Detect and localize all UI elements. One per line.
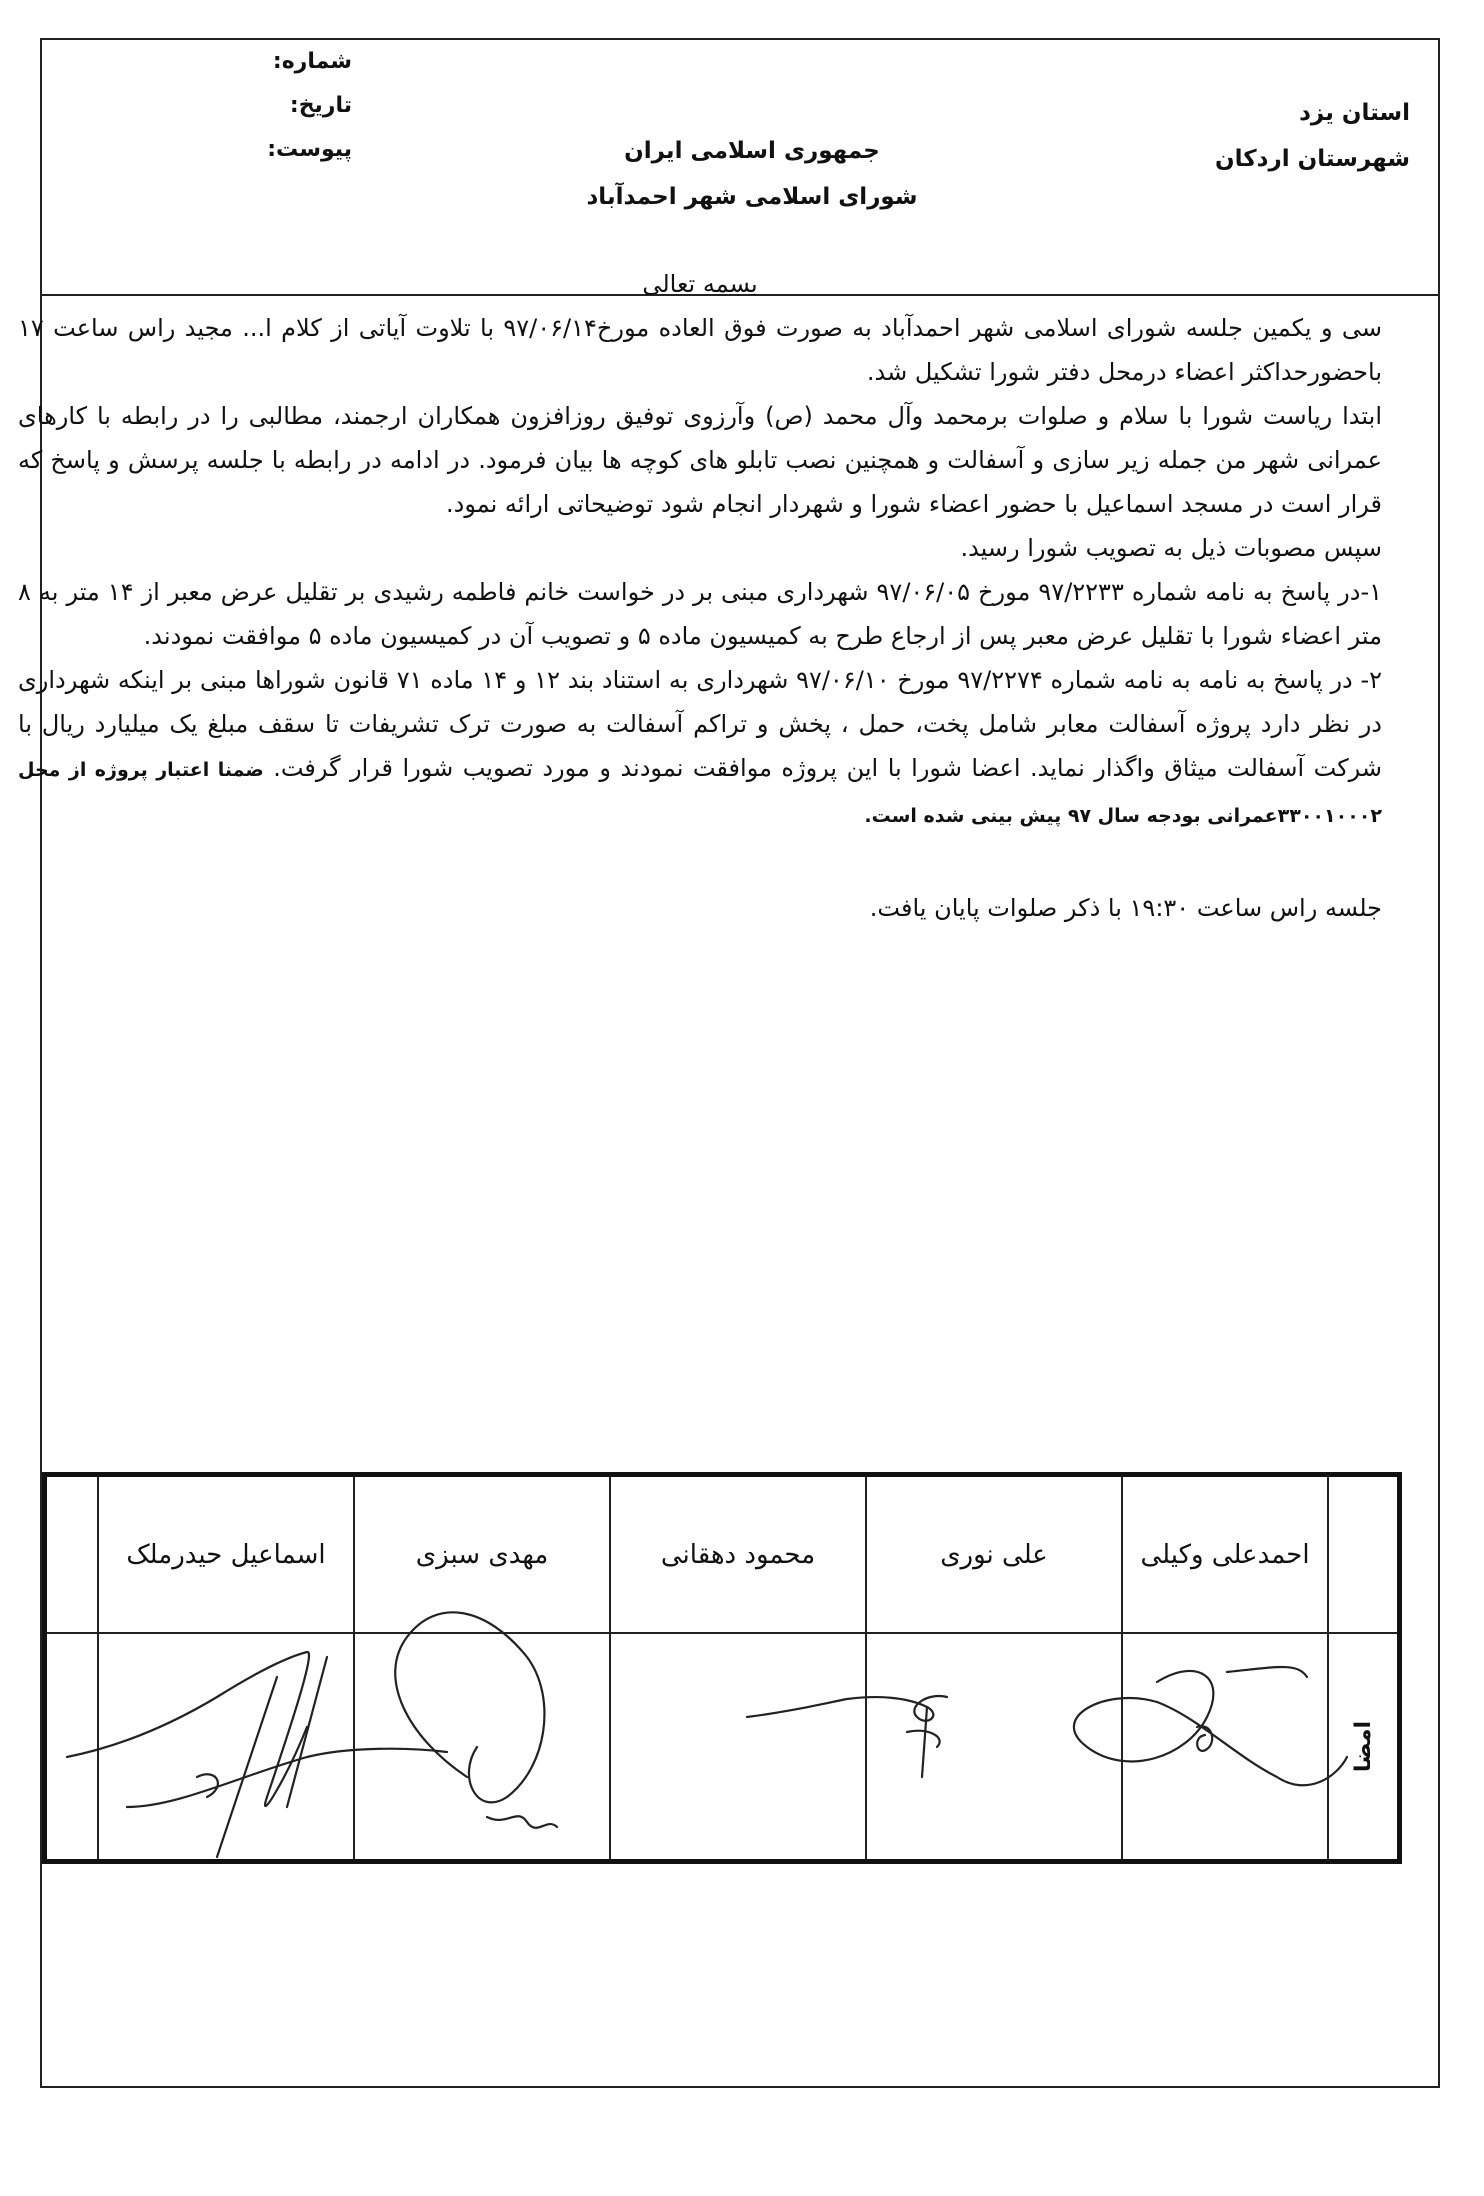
signature-cell-4 xyxy=(353,1634,609,1859)
bismillah-heading: بسمه تعالی xyxy=(642,270,758,298)
minutes-body xyxy=(18,262,1382,930)
signature-cell-1 xyxy=(1121,1634,1327,1859)
letterhead-location xyxy=(1215,90,1410,182)
member-name-2: علی نوری xyxy=(865,1477,1121,1632)
county-label: شهرستان اردکان xyxy=(1215,146,1410,172)
intro-paragraph: سی و یکمین جلسه شورای اسلامی شهر احمدآباد به صورت فوق العاده مورخ۹۷/۰۶/۱۴ با تلاوت آیاتی از کلام ا... مجید راس ساعت ۱۷ باحضورحداکثر اعضاء درمحل دفتر شورا تشکیل شد. xyxy=(18,314,1383,386)
approvals-intro: سپس مصوبات ذیل به تصویب شورا رسید. xyxy=(960,534,1382,562)
approval-item-2-text: ۲- در پاسخ به نامه به نامه شماره ۹۷/۲۲۷۴ مورخ ۹۷/۰۶/۱۰ شهرداری به استناد بند ۱۲ و ۱۴ ماده ۷۱ قانون شوراها مبنی بر اینکه شهرداری در نظر دارد پروژه آسفالت معابر شامل پخت، حمل ، پخش و تراکم آسفالت به صورت ترک تشریفات تا سقف مبلغ یک میلیارد ریال با شرکت آسفالت میثاق واگذار نماید. اعضا شورا با این پروژه موافقت نمودند و مورد تصویب شورا قرار گرفت. xyxy=(18,666,1383,782)
signature-names-row xyxy=(47,1477,1397,1632)
signature-marks-row xyxy=(47,1632,1397,1859)
province-label: استان یزد xyxy=(1299,100,1410,126)
letterhead xyxy=(42,40,1438,296)
sign-label: امضا xyxy=(1350,1720,1376,1773)
letterhead-title xyxy=(562,128,942,220)
sign-label-cell xyxy=(1327,1634,1397,1859)
closing-paragraph: جلسه راس ساعت ۱۹:۳۰ با ذکر صلوات پایان یافت. xyxy=(869,894,1382,922)
signature-cell-2 xyxy=(865,1634,1121,1859)
approval-item-2 xyxy=(18,658,1382,838)
member-name-3: محمود دهقانی xyxy=(609,1477,865,1632)
signature-cell-5 xyxy=(97,1634,353,1859)
letterhead-reference-fields xyxy=(192,40,352,172)
number-field-label: شماره: xyxy=(272,49,352,74)
spacer xyxy=(18,838,1382,886)
signature-cell-6 xyxy=(47,1634,97,1859)
member-name-5: اسماعیل حیدرملک xyxy=(97,1477,353,1632)
attachment-field-label: پیوست: xyxy=(267,137,352,162)
empty-header-cell xyxy=(47,1477,97,1632)
opening-paragraph: ابتدا ریاست شورا با سلام و صلوات برمحمد وآل محمد (ص) وآرزوی توفیق روزافزون همکاران ارجمند، مطالبی را در رابطه با کارهای عمرانی شهر من جمله زیر سازی و آسفالت و همچنین نصب تابلو های کوچه ها بیان فرمود. در ادامه در رابطه با جلسه پرسش و پاسخ که قرار است در مسجد اسماعیل با حضور اعضاء شورا و شهردار انجام شود توضیحاتی ارائه نمود. xyxy=(18,402,1382,518)
date-field-label: تاریخ: xyxy=(289,93,352,118)
council-title: شورای اسلامی شهر احمدآباد xyxy=(586,184,918,210)
member-name-1: احمدعلی وکیلی xyxy=(1121,1477,1327,1632)
approval-item-1: ۱-در پاسخ به نامه شماره ۹۷/۲۲۳۳ مورخ ۹۷/۰۶/۰۵ شهرداری مبنی بر در خواست خانم فاطمه رشیدی بر تقلیل عرض معبر از ۱۴ متر به ۸ متر اعضاء شورا با تقلیل عرض معبر پس از ارجاع طرح به کمیسیون ماده ۵ و تصویب آن در کمیسیون ماده ۵ موافقت نمودند. xyxy=(18,578,1383,650)
member-name-4: مهدی سبزی xyxy=(353,1477,609,1632)
country-title: جمهوری اسلامی ایران xyxy=(624,138,880,164)
budget-note: ضمنا اعتبار پروژه از محل ۳۳۰۰۱۰۰۰۲عمرانی بودجه سال ۹۷ پیش بینی شده است. xyxy=(18,759,1382,827)
signature-cell-3 xyxy=(609,1634,865,1859)
label-header-cell xyxy=(1327,1477,1397,1632)
signature-table xyxy=(42,1472,1402,1864)
